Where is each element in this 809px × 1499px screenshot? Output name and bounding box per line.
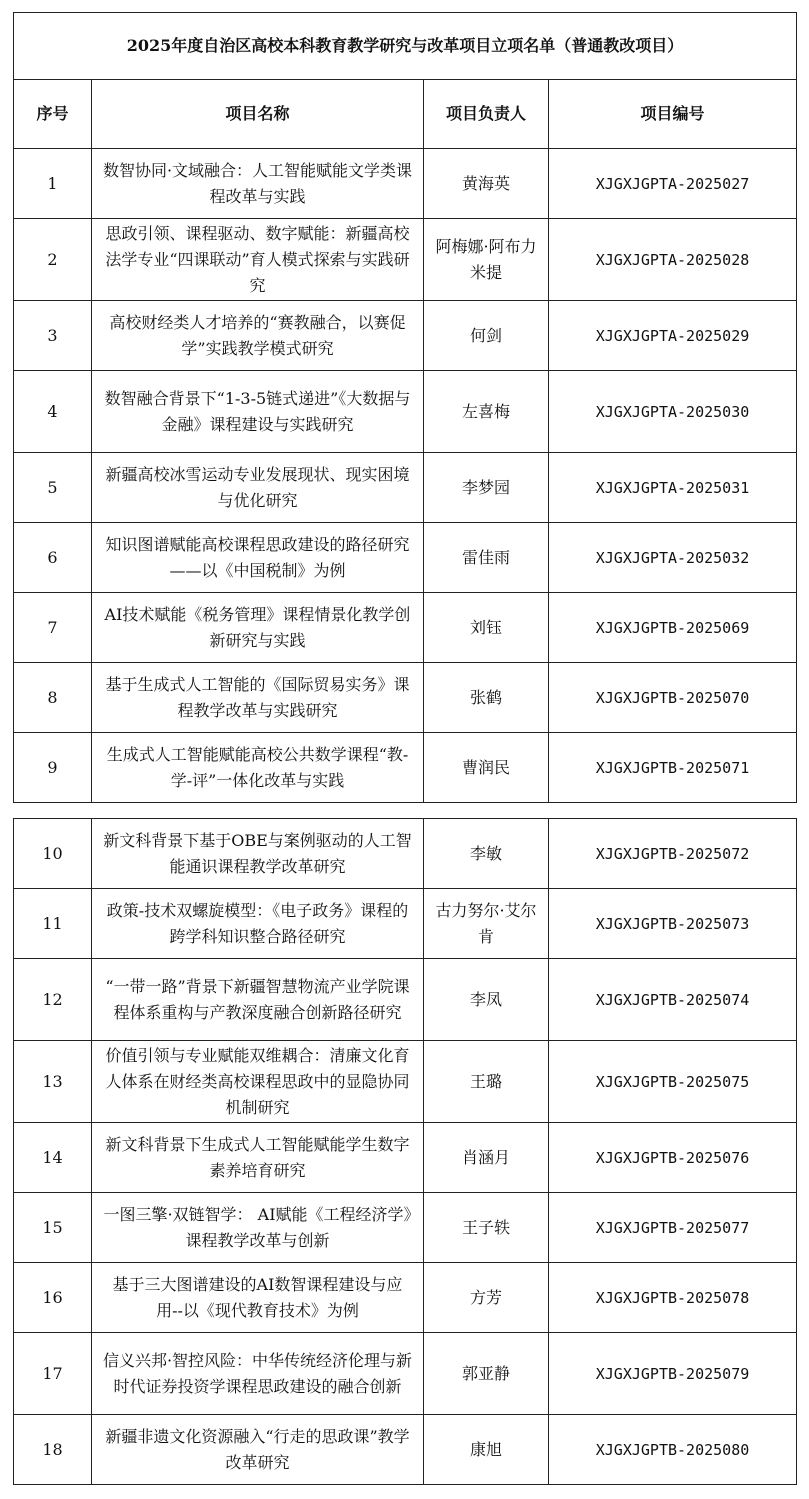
project-name: 信义兴邦·智控风险：中华传统经济伦理与新时代证券投资学课程思政建设的融合创新 [92,1333,424,1415]
project-code: XJGXJGPTA-2025032 [549,523,797,593]
table-row [14,149,797,219]
project-name: 高校财经类人才培养的“赛教融合，以赛促学”实践教学模式研究 [92,301,424,371]
row-number: 12 [14,959,92,1041]
table-row [14,1123,797,1193]
table-row [14,819,797,889]
table-row [14,301,797,371]
project-code: XJGXJGPTA-2025030 [549,371,797,453]
project-leader: 王璐 [424,1041,549,1123]
project-leader: 左喜梅 [424,371,549,453]
table-row [14,1415,797,1485]
project-code: XJGXJGPTB-2025074 [549,959,797,1041]
project-leader: 曹润民 [424,733,549,803]
row-number: 4 [14,371,92,453]
project-leader: 王子轶 [424,1193,549,1263]
row-number: 5 [14,453,92,523]
row-number: 2 [14,219,92,301]
project-name: 生成式人工智能赋能高校公共数学课程“教-学-评”一体化改革与实践 [92,733,424,803]
project-leader: 雷佳雨 [424,523,549,593]
project-leader: 郭亚静 [424,1333,549,1415]
row-number: 11 [14,889,92,959]
project-name: “一带一路”背景下新疆智慧物流产业学院课程体系重构与产教深度融合创新路径研究 [92,959,424,1041]
project-leader: 何剑 [424,301,549,371]
project-leader: 黄海英 [424,149,549,219]
project-code: XJGXJGPTA-2025027 [549,149,797,219]
project-name: 知识图谱赋能高校课程思政建设的路径研究——以《中国税制》为例 [92,523,424,593]
project-leader: 康旭 [424,1415,549,1485]
row-number: 18 [14,1415,92,1485]
project-code: XJGXJGPTB-2025075 [549,1041,797,1123]
table-row [14,1041,797,1123]
project-code: XJGXJGPTA-2025028 [549,219,797,301]
project-leader: 方芳 [424,1263,549,1333]
project-table-part2 [13,818,797,1485]
row-number: 9 [14,733,92,803]
project-code: XJGXJGPTB-2025072 [549,819,797,889]
table-row [14,663,797,733]
project-name: 思政引领、课程驱动、数字赋能：新疆高校法学专业“四课联动”育人模式探索与实践研究 [92,219,424,301]
project-leader: 李敏 [424,819,549,889]
header-name: 项目名称 [92,80,424,149]
row-number: 7 [14,593,92,663]
table-row [14,733,797,803]
project-leader: 张鹤 [424,663,549,733]
project-name: 新文科背景下生成式人工智能赋能学生数字素养培育研究 [92,1123,424,1193]
project-name: 基于生成式人工智能的《国际贸易实务》课程教学改革与实践研究 [92,663,424,733]
project-name: 新文科背景下基于OBE与案例驱动的人工智能通识课程教学改革研究 [92,819,424,889]
project-code: XJGXJGPTA-2025029 [549,301,797,371]
project-leader: 刘钰 [424,593,549,663]
project-name: 基于三大图谱建设的AI数智课程建设与应用--以《现代教育技术》为例 [92,1263,424,1333]
project-code: XJGXJGPTB-2025073 [549,889,797,959]
project-name: 新疆高校冰雪运动专业发展现状、现实困境与优化研究 [92,453,424,523]
project-name: 数智协同·文域融合：人工智能赋能文学类课程改革与实践 [92,149,424,219]
project-table-part1 [13,12,797,803]
project-code: XJGXJGPTB-2025077 [549,1193,797,1263]
project-name: 新疆非遗文化资源融入“行走的思政课”教学改革研究 [92,1415,424,1485]
table-row [14,1263,797,1333]
project-code: XJGXJGPTB-2025070 [549,663,797,733]
table-row [14,219,797,301]
project-code: XJGXJGPTB-2025080 [549,1415,797,1485]
project-name: 一图三擎·双链智学： AI赋能《工程经济学》课程教学改革与创新 [92,1193,424,1263]
table-row [14,889,797,959]
project-code: XJGXJGPTB-2025079 [549,1333,797,1415]
project-code: XJGXJGPTB-2025071 [549,733,797,803]
row-number: 13 [14,1041,92,1123]
table-row [14,523,797,593]
project-code: XJGXJGPTB-2025076 [549,1123,797,1193]
project-leader: 李凤 [424,959,549,1041]
row-number: 3 [14,301,92,371]
row-number: 14 [14,1123,92,1193]
project-leader: 李梦园 [424,453,549,523]
row-number: 17 [14,1333,92,1415]
header-no: 序号 [14,80,92,149]
table-row [14,1333,797,1415]
table-row [14,959,797,1041]
table-row [14,453,797,523]
table-row [14,371,797,453]
row-number: 16 [14,1263,92,1333]
project-code: XJGXJGPTB-2025069 [549,593,797,663]
row-number: 1 [14,149,92,219]
table-title: 2025年度自治区高校本科教育教学研究与改革项目立项名单（普通教改项目） [14,13,797,80]
table-row [14,593,797,663]
project-leader: 古力努尔·艾尔肯 [424,889,549,959]
row-number: 10 [14,819,92,889]
row-number: 8 [14,663,92,733]
header-row [14,80,797,149]
project-name: AI技术赋能《税务管理》课程情景化教学创新研究与实践 [92,593,424,663]
project-code: XJGXJGPTA-2025031 [549,453,797,523]
project-name: 价值引领与专业赋能双维耦合：清廉文化育人体系在财经类高校课程思政中的显隐协同机制研究 [92,1041,424,1123]
table-row [14,1193,797,1263]
header-code: 项目编号 [549,80,797,149]
project-name: 政策-技术双螺旋模型：《电子政务》课程的跨学科知识整合路径研究 [92,889,424,959]
project-name: 数智融合背景下“1-3-5链式递进”《大数据与金融》课程建设与实践研究 [92,371,424,453]
project-leader: 肖涵月 [424,1123,549,1193]
project-code: XJGXJGPTB-2025078 [549,1263,797,1333]
row-number: 15 [14,1193,92,1263]
row-number: 6 [14,523,92,593]
header-leader: 项目负责人 [424,80,549,149]
project-leader: 阿梅娜·阿布力米提 [424,219,549,301]
